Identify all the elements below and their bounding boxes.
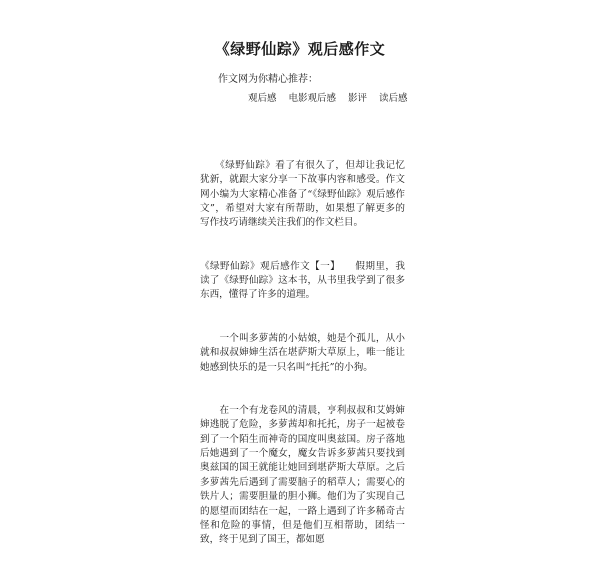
link-film-critique[interactable]: 影评 [348, 93, 368, 104]
link-book-review[interactable]: 读后感 [379, 93, 408, 104]
paragraph-intro: 《绿野仙踪》看了有很久了，但却让我记忆犹新，就跟大家分享一下故事内容和感受。作文网小编为大家精心准备了“《绿野仙踪》观后感作文”，希望对大家有所帮助，如果想了解更多的写作技巧请继续关注我们的作文栏目。 [200, 159, 405, 229]
recommend-intro: 作文网为你精心推荐： [218, 74, 318, 85]
link-guanhougan[interactable]: 观后感 [248, 93, 277, 104]
related-links [248, 90, 408, 104]
page-title: 《绿野仙踪》观后感作文 [214, 40, 386, 58]
link-movie-review[interactable]: 电影观后感 [288, 93, 337, 104]
paragraph-dorothy: 一个叫多萝茜的小姑娘，她是个孤儿，从小就和叔叔婶婶生活在堪萨斯大草原上，唯一能让她感到快乐的是一只名叫“托托”的小狗。 [200, 332, 405, 373]
paragraph-tornado: 在一个有龙卷风的清晨，亨利叔叔和艾姆婶婶逃脱了危险，多萝茜却和托托，房子一起被卷到了一个陌生而神奇的国度叫奥兹国。房子落地后她遇到了一个魔女，魔女告诉多萝茜只要找到奥兹国的国王就能让她回到堪萨斯大草原。之后多萝茜先后遇到了需要脑子的稻草人；需要心的铁片人；需要胆量的胆小狮。他们为了实现自己的愿望而团结在一起，一路上遇到了许多稀奇古怪和危险的事情，但是他们互相帮助，团结一致，终于见到了国王，都如愿 [200, 404, 405, 546]
paragraph-heading-one: 《绿野仙踪》观后感作文【一】 假期里，我读了《绿野仙踪》这本书，从书里我学到了很多东西，懂得了许多的道理。 [200, 260, 405, 301]
article-body [200, 130, 405, 577]
